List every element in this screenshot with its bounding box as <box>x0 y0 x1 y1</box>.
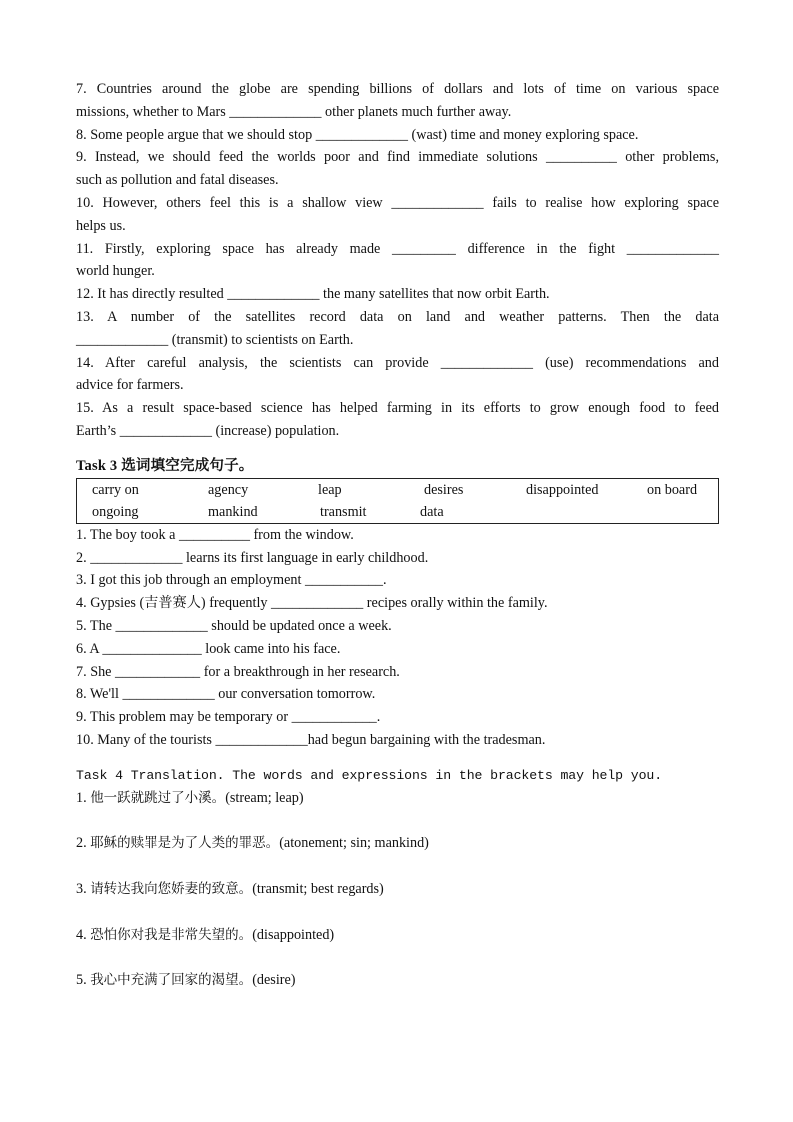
word-bank-item: agency <box>208 481 249 498</box>
hint-words: (atonement; sin; mankind) <box>279 835 429 852</box>
task3-sentence: 9. This problem may be temporary or ____________. <box>76 709 381 726</box>
hint-words: (stream; leap) <box>225 789 304 806</box>
task3-sentences <box>76 524 719 752</box>
sentence-15-line-2: Earth’s _____________ (increase) population. <box>76 422 340 439</box>
word-bank-item: disappointed <box>526 481 599 498</box>
sentence-14-line-2: advice for farmers. <box>76 377 184 394</box>
sentence-10-line-2: helps us. <box>76 217 126 234</box>
item-number: 5. <box>76 972 87 989</box>
worksheet <box>76 78 719 1015</box>
sentence-14-line-1: 14. After careful analysis, the scientists can provide _____________ (use) recommendations and <box>76 354 719 371</box>
sentence-15-line-1: 15. As a result space-based science has helped farming in its efforts to grow enough food to feed <box>76 400 719 417</box>
task3-sentence: 8. We'll _____________ our conversation tomorrow. <box>76 686 376 703</box>
task3-sentence: 5. The _____________ should be updated once a week. <box>76 617 392 634</box>
task3-sentence: 10. Many of the tourists _____________had begun bargaining with the tradesman. <box>76 731 546 748</box>
translation-item-2 <box>76 832 719 854</box>
chinese-sentence: 他一跃就跳过了小溪。 <box>90 789 226 806</box>
sentence-9-line-2: such as pollution and fatal diseases. <box>76 172 279 189</box>
word-bank-item: transmit <box>320 503 367 520</box>
chinese-sentence: 我心中充满了回家的渴望。 <box>90 972 253 989</box>
task2-sentences <box>76 78 719 443</box>
item-number: 4. <box>76 926 87 943</box>
hint-words: (transmit; best regards) <box>252 880 384 897</box>
task3-sentence: 7. She ____________ for a breakthrough in her research. <box>76 663 400 680</box>
translation-item-3 <box>76 878 719 900</box>
chinese-sentence: 请转达我向您娇妻的致意。 <box>90 880 253 897</box>
sentence-11-line-1: 11. Firstly, exploring space has already made _________ difference in the fight _____________ <box>76 240 719 257</box>
item-number: 3. <box>76 880 87 897</box>
word-bank-item: on board <box>647 481 698 498</box>
sentence-7-line-2: missions, whether to Mars _____________ other planets much further away. <box>76 103 512 120</box>
sentence-11-line-2: world hunger. <box>76 263 155 280</box>
word-bank-item: ongoing <box>92 503 139 520</box>
word-bank <box>76 478 719 524</box>
item-number: 2. <box>76 835 87 852</box>
sentence-12: 12. It has directly resulted _____________ the many satellites that now orbit Earth. <box>76 286 550 303</box>
word-bank-item: desires <box>424 481 464 498</box>
hint-words: (disappointed) <box>252 926 335 943</box>
sentence-13-line-1: 13. A number of the satellites record data on land and weather patterns. Then the data <box>76 308 719 325</box>
translation-item-1 <box>76 787 719 809</box>
item-number: 1. <box>76 789 87 806</box>
task3-sentence: 2. _____________ learns its first language in early childhood. <box>76 549 429 566</box>
word-bank-item: data <box>420 503 444 520</box>
word-bank-item: mankind <box>208 503 258 520</box>
chinese-sentence: 恐怕你对我是非常失望的。 <box>90 926 253 943</box>
hint-words: (desire) <box>252 972 296 989</box>
chinese-sentence: 耶稣的赎罪是为了人类的罪恶。 <box>90 835 280 852</box>
task3-sentence: 4. Gypsies (吉普赛人) frequently _____________ recipes orally within the family. <box>76 595 548 612</box>
task3-sentence: 6. A ______________ look came into his face. <box>76 640 341 657</box>
sentence-9-line-1: 9. Instead, we should feed the worlds poor and find immediate solutions __________ other problems, <box>76 149 719 166</box>
task3-sentence: 3. I got this job through an employment ___________. <box>76 572 387 589</box>
task3-sentence: 1. The boy took a __________ from the window. <box>76 526 354 543</box>
task4-title: Task 4 Translation. The words and expressions in the brackets may help you. <box>76 767 663 783</box>
word-bank-item: leap <box>318 481 342 498</box>
sentence-13-line-2: _____________ (transmit) to scientists on Earth. <box>76 331 354 348</box>
translation-item-5 <box>76 969 719 991</box>
sentence-8: 8. Some people argue that we should stop _____________ (wast) time and money exploring space. <box>76 126 639 143</box>
task3-title: Task 3 选词填空完成句子。 <box>76 457 254 474</box>
word-bank-item: carry on <box>92 481 139 498</box>
sentence-7-line-1: 7. Countries around the globe are spending billions of dollars and lots of time on various space <box>76 81 719 97</box>
task4-items <box>76 787 719 991</box>
sentence-10-line-1: 10. However, others feel this is a shallow view _____________ fails to realise how exploring space <box>76 194 719 211</box>
translation-item-4 <box>76 924 719 946</box>
